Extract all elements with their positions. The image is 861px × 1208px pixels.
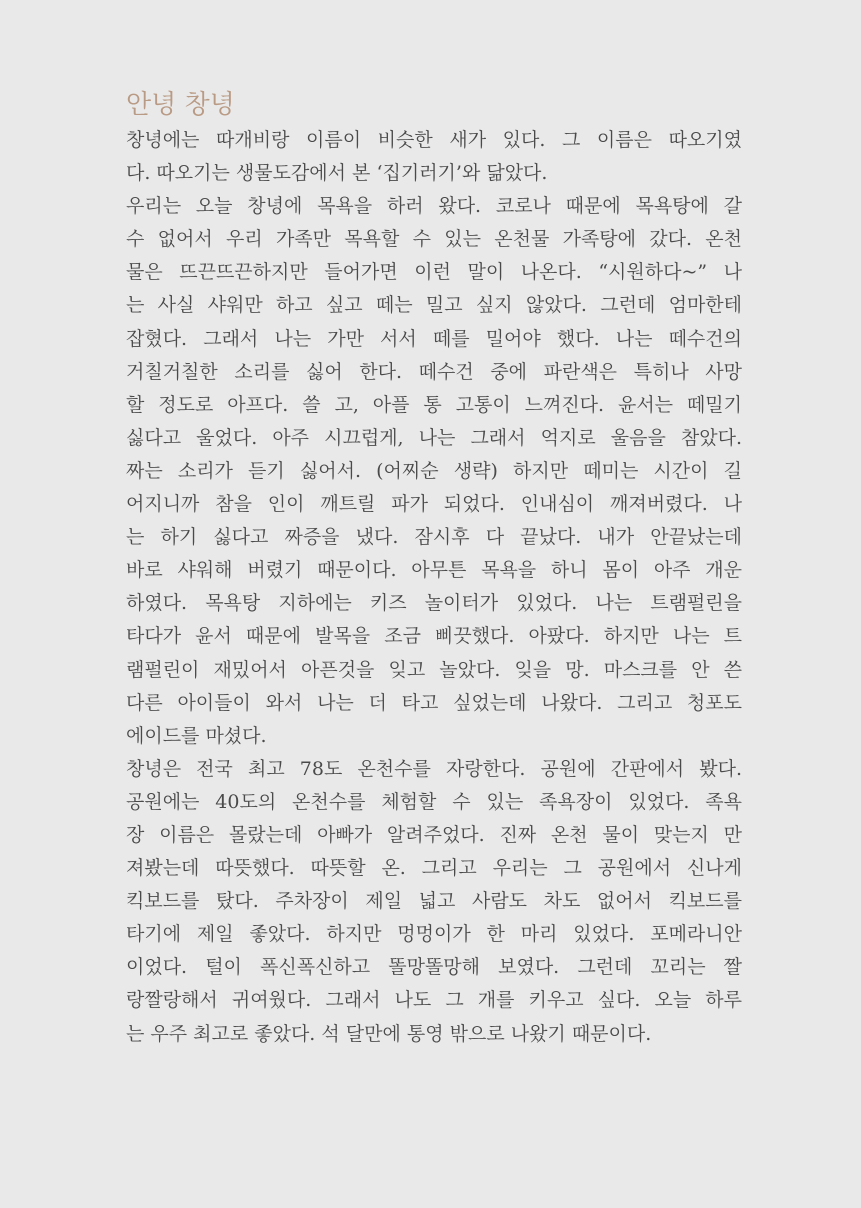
text-line: 싫다고 울었다. 아주 시끄럽게, 나는 그래서 억지로 울음을 참았다. bbox=[126, 426, 742, 449]
text-line: 에이드를 마셨다. bbox=[126, 724, 267, 747]
text-line: 수 없어서 우리 가족만 목욕할 수 있는 온천물 가족탕에 갔다. 온천 bbox=[126, 228, 742, 251]
text-line: 타기에 제일 좋았다. 하지만 멍멍이가 한 마리 있었다. 포메라니안 bbox=[126, 923, 742, 946]
essay-paragraph bbox=[126, 190, 742, 753]
text-line: 다른 아이들이 와서 나는 더 타고 싶었는데 나왔다. 그리고 청포도 bbox=[126, 691, 742, 714]
text-line: 잡혔다. 그래서 나는 가만 서서 떼를 밀어야 했다. 나는 떼수건의 bbox=[126, 327, 742, 350]
text-line: 이었다. 털이 폭신폭신하고 똘망똘망해 보였다. 그런데 꼬리는 짤 bbox=[126, 956, 742, 979]
text-line: 다. 따오기는 생물도감에서 본 ‘집기러기’와 닮았다. bbox=[126, 162, 548, 185]
text-line: 거칠거칠한 소리를 싫어 한다. 떼수건 중에 파란색은 특히나 사망 bbox=[126, 360, 742, 383]
text-line: 램펄린이 재밌어서 아픈것을 잊고 놀았다. 잊을 망. 마스크를 안 쓴 bbox=[126, 658, 742, 681]
text-line: 는 사실 샤워만 하고 싶고 떼는 밀고 싶지 않았다. 그런데 엄마한테 bbox=[126, 294, 742, 317]
text-line: 랑짤랑해서 귀여웠다. 그래서 나도 그 개를 키우고 싶다. 오늘 하루 bbox=[126, 989, 742, 1012]
text-line: 바로 샤워해 버렸기 때문이다. 아무튼 목욕을 하니 몸이 아주 개운 bbox=[126, 559, 742, 582]
text-line: 하였다. 목욕탕 지하에는 키즈 놀이터가 있었다. 나는 트램펄린을 bbox=[126, 592, 742, 615]
text-line: 창녕은 전국 최고 78도 온천수를 자랑한다. 공원에 간판에서 봤다. bbox=[126, 757, 742, 780]
text-line: 는 우주 최고로 좋았다. 석 달만에 통영 밖으로 나왔기 때문이다. bbox=[126, 1022, 652, 1045]
text-line: 짜는 소리가 듣기 싫어서. (어찌순 생략) 하지만 떼미는 시간이 길 bbox=[126, 459, 742, 482]
text-line: 창녕에는 따개비랑 이름이 비슷한 새가 있다. 그 이름은 따오기였 bbox=[126, 129, 742, 151]
essay-paragraph bbox=[126, 124, 742, 190]
text-line: 는 하기 싫다고 짜증을 냈다. 잠시후 다 끝났다. 내가 안끝났는데 bbox=[126, 526, 742, 549]
text-line: 타다가 윤서 때문에 발목을 조금 삐끗했다. 아팠다. 하지만 나는 트 bbox=[126, 625, 742, 648]
essay-paragraph bbox=[126, 753, 742, 1051]
text-line: 킥보드를 탔다. 주차장이 제일 넓고 사람도 차도 없어서 킥보드를 bbox=[126, 890, 742, 913]
text-line: 할 정도로 아프다. 쓸 고, 아플 통 고통이 느껴진다. 윤서는 떼밀기 bbox=[126, 393, 742, 416]
text-line: 어지니까 참을 인이 깨트릴 파가 되었다. 인내심이 깨져버렸다. 나 bbox=[126, 493, 742, 516]
text-line: 져봤는데 따뜻했다. 따뜻할 온. 그리고 우리는 그 공원에서 신나게 bbox=[126, 857, 742, 880]
text-line: 장 이름은 몰랐는데 아빠가 알려주었다. 진짜 온천 물이 맞는지 만 bbox=[126, 823, 742, 846]
text-line: 우리는 오늘 창녕에 목욕을 하러 왔다. 코로나 때문에 목욕탕에 갈 bbox=[126, 195, 742, 218]
essay-title: 안녕 창녕 bbox=[126, 90, 235, 120]
essay-body bbox=[126, 124, 742, 1051]
text-line: 물은 뜨끈뜨끈하지만 들어가면 이런 말이 나온다. “시원하다~” 나 bbox=[126, 261, 742, 284]
essay-page bbox=[126, 86, 742, 1051]
text-line: 공원에는 40도의 온천수를 체험할 수 있는 족욕장이 있었다. 족욕 bbox=[126, 790, 742, 813]
